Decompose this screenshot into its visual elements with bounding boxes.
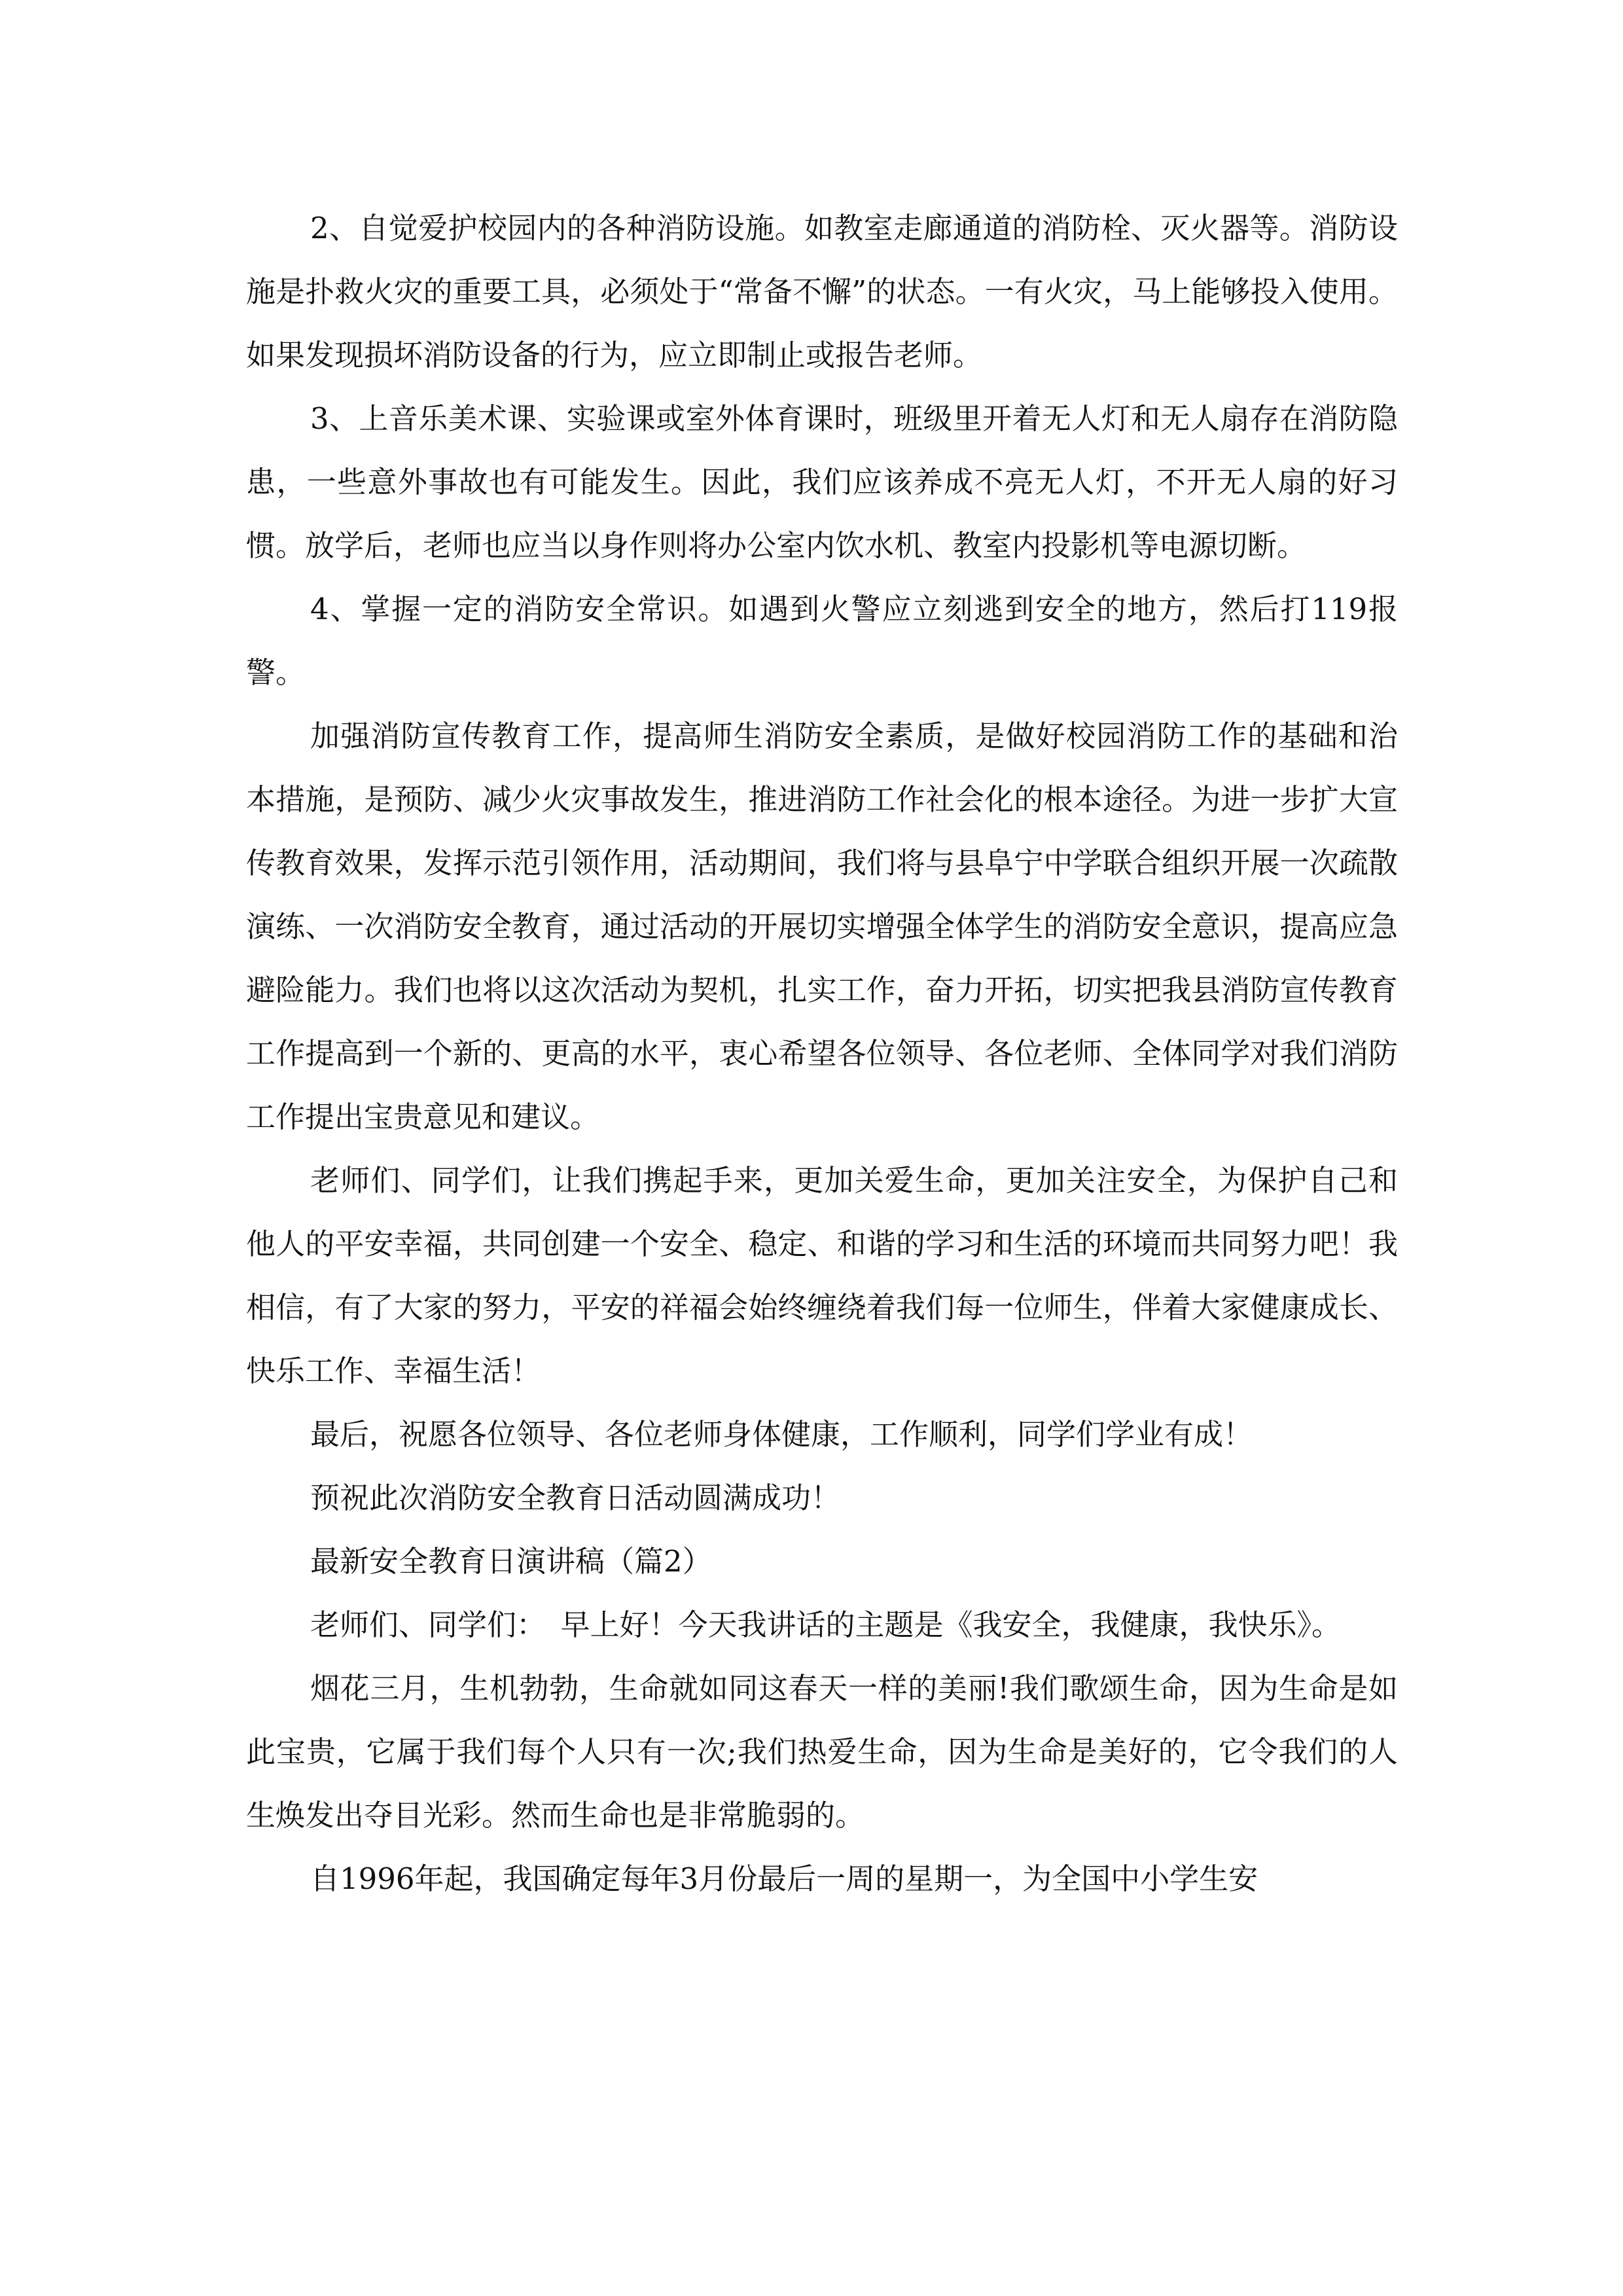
- section-heading: 最新安全教育日演讲稿（篇2）: [310, 1544, 712, 1579]
- paragraph-fire-facilities: 2、自觉爱护校园内的各种消防设施。如教室走廊通道的消防栓、灭火器等。消防设施是扑救火灾的重要工具，必须处于“常备不懈”的状态。一有火灾，马上能够投入使用。如果发现损坏消防设备的行为，应立即制止或报告老师。: [246, 211, 1398, 372]
- paragraph-life-spring: 烟花三月，生机勃勃，生命就如同这春天一样的美丽!我们歌颂生命，因为生命是如此宝贵，它属于我们每个人只有一次;我们热爱生命，因为生命是美好的，它令我们的人生焕发出夺目光彩。然而生命也是非常脆弱的。: [246, 1671, 1398, 1833]
- document-page: [246, 196, 1398, 1910]
- paragraph-unattended-lights: 3、上音乐美术课、实验课或室外体育课时，班级里开着无人灯和无人扇存在消防隐患，一些意外事故也有可能发生。因此，我们应该养成不亮无人灯，不开无人扇的好习惯。放学后，老师也应当以身作则将办公室内饮水机、教室内投影机等电源切断。: [246, 401, 1398, 563]
- paragraph-success-wish: 预祝此次消防安全教育日活动圆满成功！: [310, 1480, 841, 1515]
- paragraph-greeting: 老师们、同学们： 早上好！今天我讲话的主题是《我安全，我健康，我快乐》。: [310, 1607, 1342, 1642]
- paragraph-call-to-action: 老师们、同学们，让我们携起手来，更加关爱生命，更加关注安全，为保护自己和他人的平安幸福，共同创建一个安全、稳定、和谐的学习和生活的环境而共同努力吧！我相信，有了大家的努力，平安的祥福会始终缠绕着我们每一位师生，伴着大家健康成长、快乐工作、幸福生活！: [246, 1163, 1398, 1388]
- paragraph-since-1996: 自1996年起，我国确定每年3月份最后一周的星期一，为全国中小学生安: [310, 1861, 1258, 1896]
- paragraph-closing-wishes: 最后，祝愿各位领导、各位老师身体健康，工作顺利，同学们学业有成！: [310, 1417, 1253, 1452]
- paragraph-education-work: 加强消防宣传教育工作，提高师生消防安全素质，是做好校园消防工作的基础和治本措施，是预防、减少火灾事故发生，推进消防工作社会化的根本途径。为进一步扩大宣传教育效果，发挥示范引领作用，活动期间，我们将与县阜宁中学联合组织开展一次疏散演练、一次消防安全教育，通过活动的开展切实增强全体学生的消防安全意识，提高应急避险能力。我们也将以这次活动为契机，扎实工作，奋力开拓，切实把我县消防宣传教育工作提高到一个新的、更高的水平，衷心希望各位领导、各位老师、全体同学对我们消防工作提出宝贵意见和建议。: [246, 719, 1398, 1134]
- paragraph-fire-knowledge: 4、掌握一定的消防安全常识。如遇到火警应立刻逃到安全的地方，然后打119报警。: [246, 592, 1398, 690]
